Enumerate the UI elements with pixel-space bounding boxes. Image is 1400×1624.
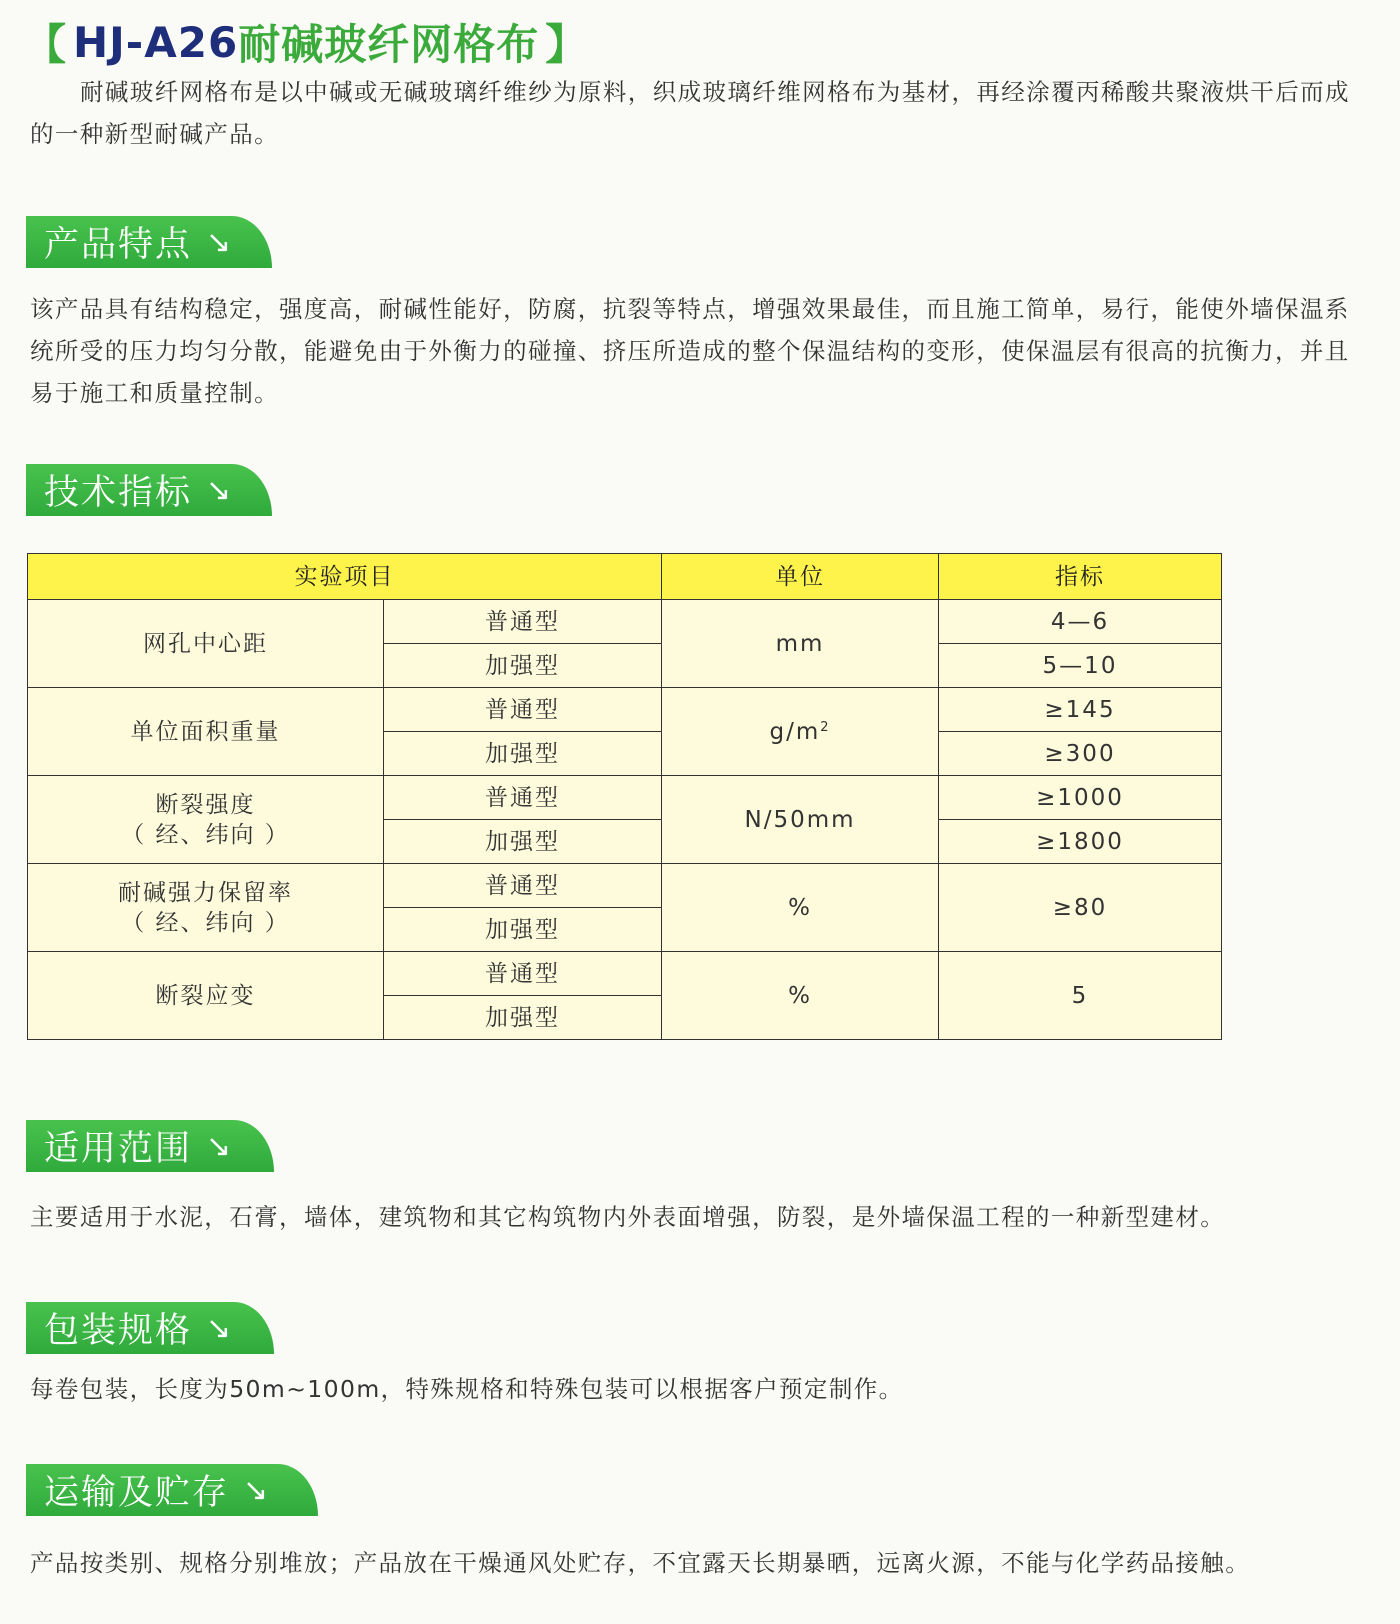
type-cell: 普通型: [384, 952, 662, 996]
section-header-scope: [26, 1120, 274, 1172]
section-header-specs: [26, 464, 272, 516]
table-row: [28, 688, 1222, 732]
type-cell: 普通型: [384, 600, 662, 644]
type-cell: 加强型: [384, 644, 662, 688]
table-header-row: [28, 554, 1222, 600]
table-row: [28, 600, 1222, 644]
product-code: HJ-A26: [73, 17, 239, 67]
arrow-down-right-icon: ↘: [206, 224, 234, 260]
table-row: [28, 864, 1222, 908]
type-cell: 加强型: [384, 732, 662, 776]
packaging-paragraph: 每卷包装，长度为50m~100m，特殊规格和特殊包装可以根据客户预定制作。: [30, 1375, 904, 1403]
section-title: 适用范围: [44, 1129, 193, 1169]
section-header-features: [26, 216, 272, 268]
item-cell: [28, 600, 384, 688]
unit-label: %: [788, 982, 812, 1009]
scope-paragraph: 主要适用于水泥，石膏，墙体，建筑物和其它构筑物内外表面增强，防裂，是外墙保温工程的一种新型建材。: [30, 1203, 1226, 1231]
intro-paragraph: 耐碱玻纤网格布是以中碱或无碱玻璃纤维纱为原料，织成玻璃纤维网格布为基材，再经涂覆丙稀酸共聚液烘干后而成的一种新型耐碱产品。: [30, 78, 1350, 148]
unit-label: g/m: [769, 718, 821, 745]
value-cell: 5: [939, 952, 1222, 1040]
item-cell: [28, 688, 384, 776]
title-bracket-open: 【: [24, 20, 68, 69]
type-cell: 加强型: [384, 820, 662, 864]
section-title: 包装规格: [44, 1311, 193, 1351]
unit-cell: [662, 776, 939, 864]
item-label: 断裂强度: [155, 791, 256, 818]
table-row: [28, 776, 1222, 820]
unit-cell: [662, 600, 939, 688]
title-bracket-close: 】: [545, 20, 589, 69]
type-cell: 普通型: [384, 688, 662, 732]
item-sublabel: （ 经、纬向 ）: [121, 821, 290, 848]
item-label: 断裂应变: [155, 982, 256, 1009]
header-unit: 单位: [662, 554, 939, 600]
value-cell: ≥80: [939, 864, 1222, 952]
section-header-packaging: [26, 1302, 274, 1354]
item-cell: [28, 952, 384, 1040]
unit-label: %: [788, 894, 812, 921]
item-cell: [28, 776, 384, 864]
type-cell: 普通型: [384, 776, 662, 820]
section-title: 产品特点: [44, 225, 193, 265]
item-label: 单位面积重量: [130, 718, 281, 745]
type-cell: 加强型: [384, 996, 662, 1040]
item-cell: [28, 864, 384, 952]
value-cell: 5—10: [939, 644, 1222, 688]
type-cell: 普通型: [384, 864, 662, 908]
type-cell: 加强型: [384, 908, 662, 952]
section-header-transport: [26, 1464, 318, 1516]
header-index: 指标: [939, 554, 1222, 600]
transport-paragraph: 产品按类别、规格分别堆放；产品放在干燥通风处贮存，不宜露天长期暴晒，远离火源，不能与化学药品接触。: [30, 1549, 1251, 1577]
value-cell: ≥1800: [939, 820, 1222, 864]
product-name: 耐碱玻纤网格布: [238, 20, 540, 69]
arrow-down-right-icon: ↘: [206, 1310, 234, 1346]
unit-cell: [662, 688, 939, 776]
table-row: [28, 952, 1222, 996]
unit-label: N/50mm: [744, 806, 856, 833]
unit-label: mm: [775, 630, 825, 657]
item-sublabel: （ 经、纬向 ）: [121, 909, 290, 936]
arrow-down-right-icon: ↘: [243, 1472, 271, 1508]
section-title: 技术指标: [44, 473, 193, 513]
value-cell: ≥300: [939, 732, 1222, 776]
arrow-down-right-icon: ↘: [206, 1128, 234, 1164]
value-cell: ≥145: [939, 688, 1222, 732]
value-cell: 4—6: [939, 600, 1222, 644]
unit-cell: [662, 864, 939, 952]
value-cell: ≥1000: [939, 776, 1222, 820]
spec-table: [27, 553, 1222, 1040]
page-title: [18, 14, 594, 70]
unit-cell: [662, 952, 939, 1040]
item-label: 耐碱强力保留率: [118, 879, 293, 906]
item-label: 网孔中心距: [143, 630, 268, 657]
header-test-item: 实验项目: [28, 554, 662, 600]
section-title: 运输及贮存: [44, 1473, 230, 1513]
unit-superscript: 2: [820, 719, 831, 735]
features-paragraph: 该产品具有结构稳定，强度高，耐碱性能好，防腐，抗裂等特点，增强效果最佳，而且施工简单，易行，能使外墙保温系统所受的压力均匀分散，能避免由于外衡力的碰撞、挤压所造成的整个保温结构的变形，使保温层有很高的抗衡力，并且易于施工和质量控制。: [30, 295, 1350, 407]
arrow-down-right-icon: ↘: [206, 472, 234, 508]
